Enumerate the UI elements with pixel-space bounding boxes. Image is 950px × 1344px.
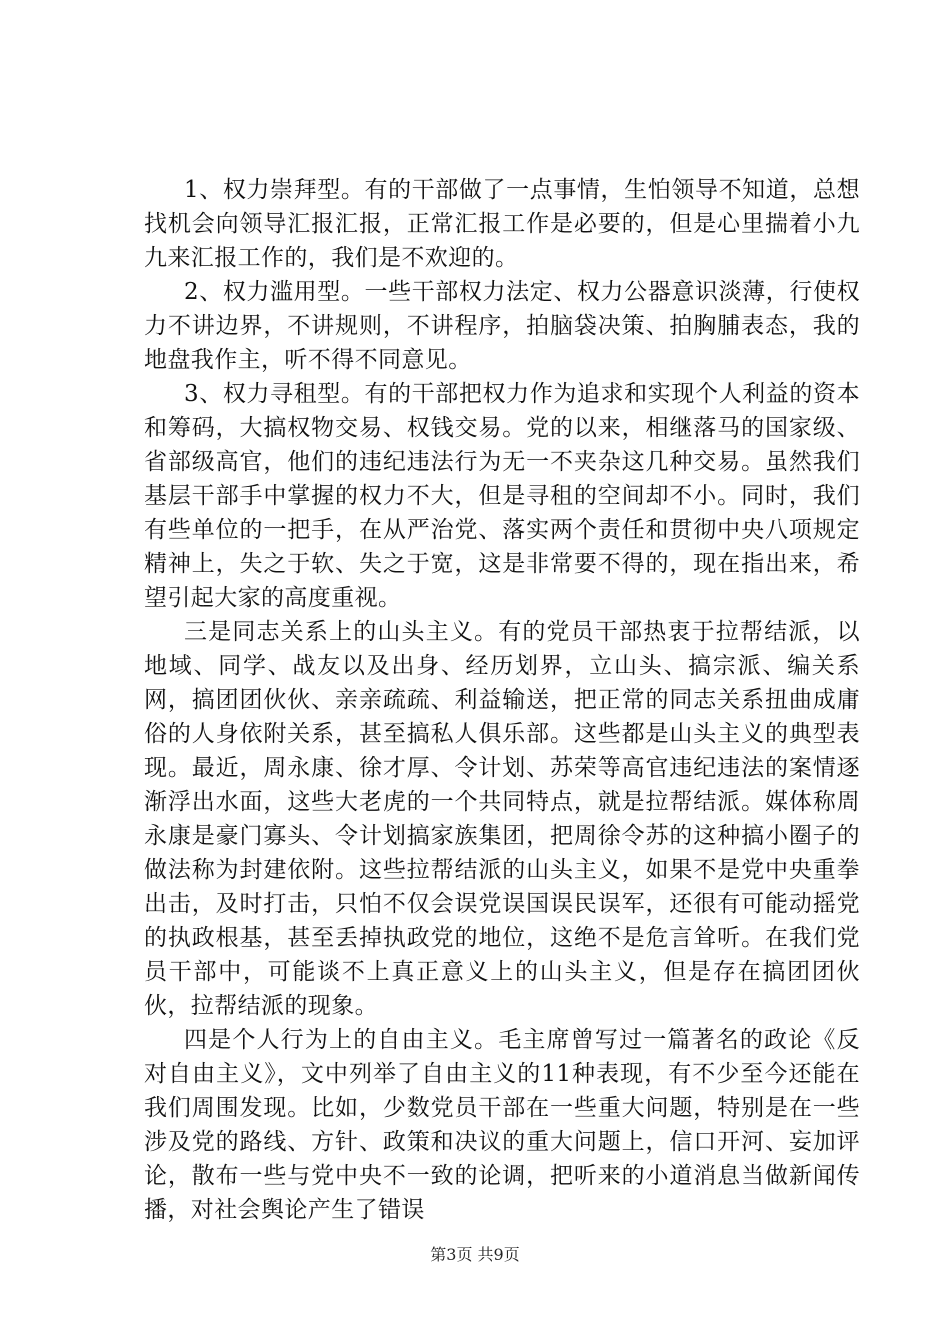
paragraph-factionalism: 三是同志关系上的山头主义。有的党员干部热衷于拉帮结派，以地域、同学、战友以及出身、经历划界，立山头、搞宗派、编关系网，搞团团伙伙、亲亲疏疏、利益输送，把正常的同志关系扭曲成庸俗的人身依附关系，甚至搞私人俱乐部。这些都是山头主义的典型表现。最近，周永康、徐才厚、令计划、苏荣等高官违纪违法的案情逐渐浮出水面，这些大老虎的一个共同特点，就是拉帮结派。媒体称周永康是豪门寡头、令计划搞家族集团，把周徐令苏的这种搞小圈子的做法称为封建依附。这些拉帮结派的山头主义，如果不是党中央重拳出击，及时打击，只怕不仅会误党误国误民误军，还很有可能动摇党的执政根基，甚至丢掉执政党的地位，这绝不是危言耸听。在我们党员干部中，可能谈不上真正意义上的山头主义，但是存在搞团团伙伙，拉帮结派的现象。: [144, 619, 860, 1019]
paragraph-liberalism: 四是个人行为上的自由主义。毛主席曾写过一篇著名的政论《反对自由主义》，文中列举了自由主义的11种表现，有不少至今还能在我们周围发现。比如，少数党员干部在一些重大问题，特别是在一些涉及党的路线、方针、政策和决议的重大问题上，信口开河、妄加评论，散布一些与党中央不一致的论调，把听来的小道消息当做新闻传播，对社会舆论产生了错误: [144, 1027, 860, 1223]
document-body: [144, 173, 860, 1227]
page-number-footer: 第3页 共9页: [430, 1245, 520, 1264]
paragraph-power-worship: 1、权力崇拜型。有的干部做了一点事情，生怕领导不知道，总想找机会向领导汇报汇报，正常汇报工作是必要的，但是心里揣着小九九来汇报工作的，我们是不欢迎的。: [144, 177, 860, 271]
paragraph-power-rent-seeking: 3、权力寻租型。有的干部把权力作为追求和实现个人利益的资本和筹码，大搞权物交易、权钱交易。党的以来，相继落马的国家级、省部级高官，他们的违纪违法行为无一不夹杂这几种交易。虽然我们基层干部手中掌握的权力不大，但是寻租的空间却不小。同时，我们有些单位的一把手，在从严治党、落实两个责任和贯彻中央八项规定精神上，失之于软、失之于宽，这是非常要不得的，现在指出来，希望引起大家的高度重视。: [144, 381, 860, 611]
paragraph-power-abuse: 2、权力滥用型。一些干部权力法定、权力公器意识淡薄，行使权力不讲边界，不讲规则，不讲程序，拍脑袋决策、拍胸脯表态，我的地盘我作主，听不得不同意见。: [144, 279, 860, 373]
